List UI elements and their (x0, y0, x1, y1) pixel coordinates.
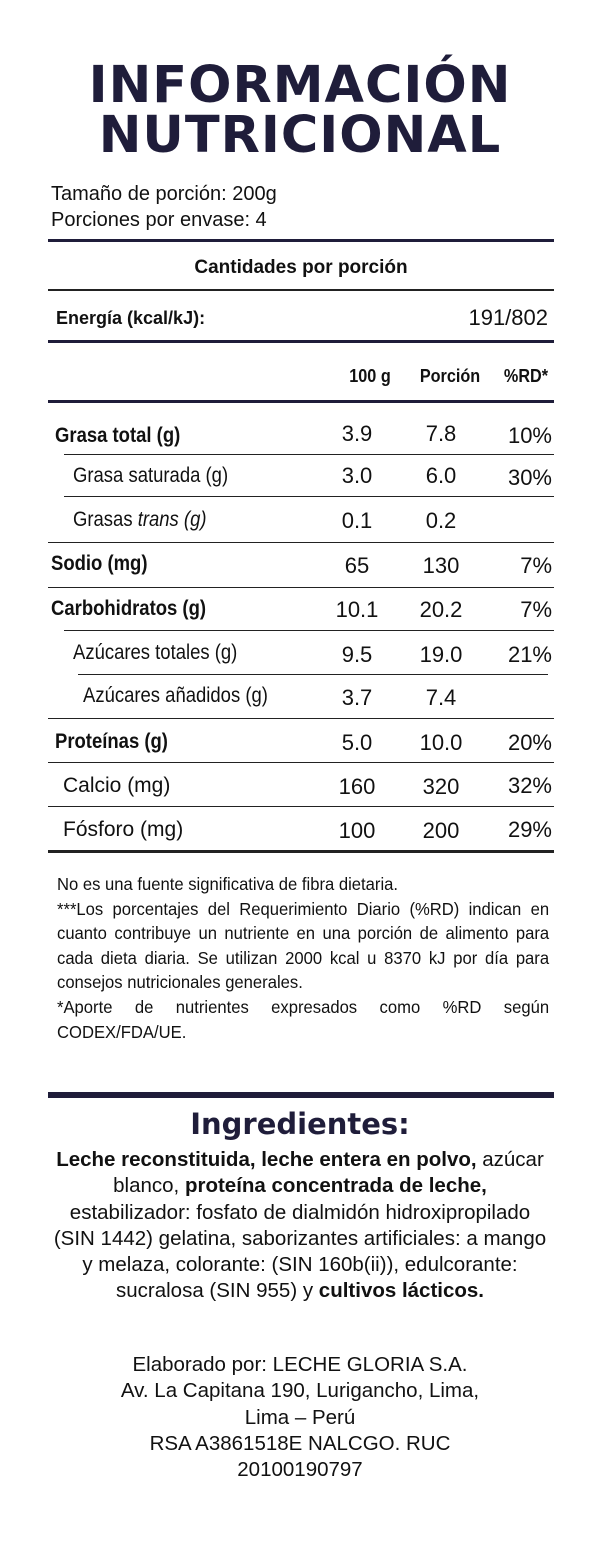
amounts-header: Cantidades por porción (194, 257, 408, 278)
row-value-portion: 7.4 (425, 685, 457, 710)
column-portion: Porción (419, 366, 481, 386)
row-value-rd: 21% (507, 642, 552, 667)
row-divider (64, 630, 554, 631)
row-label-phosphorus: Fósforo (mg) (63, 818, 184, 841)
row-value-100g: 3.0 (341, 463, 373, 488)
note-rd: ***Los porcentajes del Requerimiento Diario (%RD) indican en cuanto contribuye un nutriente en una porción de alimento para cada dieta diaria. Se utilizan 2000 kcal u 8370 kJ por día para consejos nutricionales generales. (57, 898, 550, 993)
row-label-carbohydrates: Carbohidratos (g) (51, 597, 207, 620)
row-label-trans-fat-italic: trans (g) (137, 508, 207, 531)
row-value-100g: 3.7 (341, 685, 373, 710)
column-100g: 100 g (349, 366, 391, 386)
row-value-rd: 7% (520, 553, 552, 578)
ingredients-bold-1: Leche reconstituida, leche entera en polvo, (56, 1148, 477, 1171)
row-value-100g: 10.1 (335, 597, 379, 622)
row-value-rd: 29% (507, 817, 552, 842)
title-line-2: NUTRICIONAL (98, 106, 502, 165)
row-divider (48, 806, 554, 807)
serving-size: Tamaño de porción: 200g (51, 183, 277, 205)
footnotes (57, 872, 549, 1044)
row-value-100g: 5.0 (341, 730, 373, 755)
ingredients-title: Ingredientes: (190, 1107, 410, 1141)
ingredients-plain-1: azúcar blanco, (113, 1148, 544, 1198)
row-value-rd: 20% (507, 730, 552, 755)
row-label-added-sugars: Azúcares añadidos (g) (83, 684, 268, 707)
row-divider (64, 454, 554, 455)
row-value-100g: 65 (344, 553, 370, 578)
rule-columns (48, 400, 554, 403)
row-value-portion: 200 (422, 818, 460, 843)
row-label-trans-fat-prefix: Grasas (73, 508, 138, 531)
row-divider (64, 496, 554, 497)
row-label-saturated-fat: Grasa saturada (g) (73, 464, 229, 487)
row-divider (48, 762, 554, 763)
row-value-rd: 7% (520, 597, 552, 622)
note-fiber: No es una fuente significativa de fibra dietaria. (57, 874, 399, 894)
manufacturer-info (52, 1352, 548, 1483)
row-divider (78, 674, 548, 675)
ingredients-text (52, 1147, 548, 1305)
servings-per-container: Porciones por envase: 4 (51, 209, 267, 231)
row-value-portion: 10.0 (419, 730, 463, 755)
row-value-rd: 32% (507, 773, 552, 798)
rule-ingredients (48, 1092, 554, 1098)
row-value-100g: 0.1 (341, 508, 373, 533)
energy-label: Energía (kcal/kJ): (56, 308, 206, 328)
note-codex: *Aporte de nutrientes expresados como %RD según CODEX/FDA/UE. (57, 996, 550, 1042)
manufacturer-line-2: Av. La Capitana 190, Lurigancho, Lima, (120, 1379, 480, 1403)
row-label-trans-fat (73, 507, 207, 533)
column-rd: %RD* (503, 366, 549, 386)
row-divider (48, 718, 554, 719)
rule-table-bottom (48, 850, 554, 853)
row-label-total-sugars: Azúcares totales (g) (73, 641, 238, 664)
row-label-calcium: Calcio (mg) (63, 774, 171, 797)
row-value-rd: 10% (507, 423, 552, 448)
row-value-portion: 6.0 (425, 463, 457, 488)
row-divider (48, 587, 554, 588)
rule-top (48, 239, 554, 242)
row-label-total-fat: Grasa total (g) (55, 424, 181, 447)
row-value-portion: 7.8 (425, 421, 457, 446)
row-value-portion: 0.2 (425, 508, 457, 533)
ingredients-plain-2: estabilizador: fosfato de dialmidón hidroxipropilado (SIN 1442) gelatina, saborizantes artificiales: a mango y melaza, colorante: (SIN 160b(ii)), edulcorante: sucralosa (SIN 955) y (53, 1200, 547, 1303)
ingredients-bold-2: proteína concentrada de leche, (184, 1174, 487, 1198)
row-value-100g: 100 (338, 818, 376, 843)
row-value-100g: 3.9 (341, 421, 373, 446)
row-value-100g: 160 (338, 774, 376, 799)
row-value-rd: 30% (507, 465, 552, 490)
rule-amounts (48, 289, 554, 291)
row-label-sodium: Sodio (mg) (51, 552, 148, 575)
row-value-portion: 130 (422, 553, 460, 578)
manufacturer-line-1: Elaborado por: LECHE GLORIA S.A. (132, 1353, 468, 1376)
row-value-portion: 20.2 (419, 597, 463, 622)
row-divider (48, 542, 554, 543)
title-line-1: INFORMACIÓN (88, 56, 512, 115)
row-label-protein: Proteínas (g) (55, 730, 168, 753)
row-value-portion: 19.0 (419, 642, 463, 667)
manufacturer-line-3: Lima – Perú (244, 1405, 356, 1429)
manufacturer-line-4: RSA A3861518E NALCGO. RUC (149, 1431, 451, 1455)
rule-energy (48, 340, 554, 343)
row-value-portion: 320 (422, 774, 460, 799)
row-value-100g: 9.5 (341, 642, 373, 667)
energy-value: 191/802 (468, 305, 548, 330)
ingredients-bold-3: cultivos lácticos. (318, 1279, 484, 1303)
manufacturer-line-5: 20100190797 (237, 1458, 363, 1482)
